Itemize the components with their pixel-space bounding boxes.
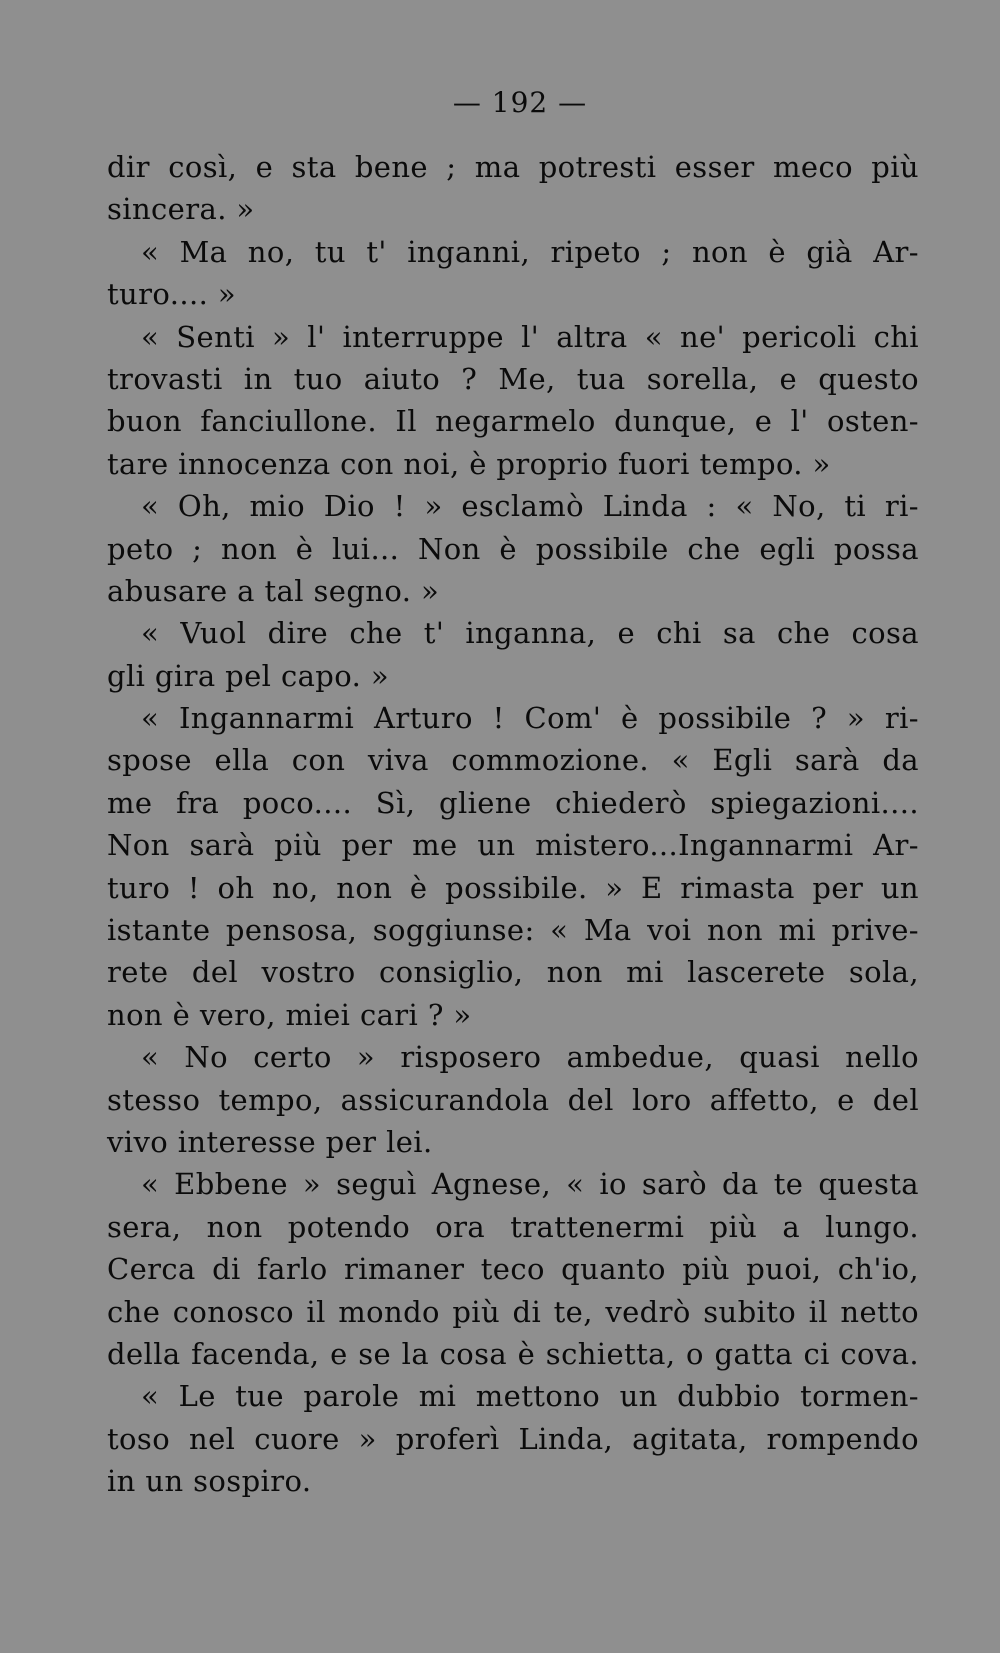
text-line: sincera. »	[107, 192, 255, 227]
text-line: buon fanciullone. Il negarmelo dunque, e l' osten-	[107, 404, 919, 439]
text-line: vivo interesse per lei.	[107, 1124, 433, 1159]
page-number: — 192 —	[452, 86, 588, 119]
text-line: non è vero, miei cari ? »	[107, 997, 472, 1032]
text-line: stesso tempo, assicurandola del loro affetto, e del	[107, 1082, 919, 1117]
text-line: sera, non potendo ora trattenermi più a lungo.	[107, 1209, 919, 1244]
page-body-text	[107, 146, 919, 1503]
text-line: trovasti in tuo aiuto ? Me, tua sorella, e questo	[107, 361, 919, 396]
text-line: me fra poco.... Sì, gliene chiederò spiegazioni....	[107, 785, 919, 820]
text-line: rete del vostro consiglio, non mi lascerete sola,	[107, 955, 919, 990]
text-line: spose ella con viva commozione. « Egli sarà da	[107, 743, 919, 778]
text-line: gli gira pel capo. »	[107, 658, 389, 693]
text-line: della facenda, e se la cosa è schietta, o gatta ci cova.	[107, 1336, 919, 1371]
text-line: peto ; non è lui... Non è possibile che egli possa	[107, 531, 919, 566]
text-line: « Ma no, tu t' inganni, ripeto ; non è già Ar-	[141, 234, 919, 269]
text-line: in un sospiro.	[107, 1464, 312, 1499]
text-line: « No certo » risposero ambedue, quasi nello	[141, 1040, 919, 1075]
text-line: « Ebbene » seguì Agnese, « io sarò da te questa	[141, 1167, 919, 1202]
text-line: tare innocenza con noi, è proprio fuori tempo. »	[107, 446, 831, 481]
text-line: « Vuol dire che t' inganna, e chi sa che cosa	[141, 616, 919, 651]
text-line: « Senti » l' interruppe l' altra « ne' pericoli chi	[141, 319, 919, 354]
text-line: turo.... »	[107, 277, 236, 312]
text-line: Non sarà più per me un mistero...Ingannarmi Ar-	[107, 828, 919, 863]
text-line: « Ingannarmi Arturo ! Com' è possibile ? » ri-	[141, 701, 919, 736]
text-line: che conosco il mondo più di te, vedrò subito il netto	[107, 1294, 919, 1329]
text-line: turo ! oh no, non è possibile. » E rimasta per un	[107, 870, 919, 905]
text-line: « Oh, mio Dio ! » esclamò Linda : « No, ti ri-	[141, 489, 919, 524]
text-line: abusare a tal segno. »	[107, 573, 440, 608]
text-line: toso nel cuore » proferì Linda, agitata, rompendo	[107, 1421, 919, 1456]
text-line: istante pensosa, soggiunse: « Ma voi non mi prive-	[107, 913, 919, 948]
text-line: Cerca di farlo rimaner teco quanto più puoi, ch'io,	[107, 1252, 919, 1287]
text-line: dir così, e sta bene ; ma potresti esser meco più	[107, 150, 919, 184]
text-line: « Le tue parole mi mettono un dubbio tormen-	[141, 1379, 919, 1414]
